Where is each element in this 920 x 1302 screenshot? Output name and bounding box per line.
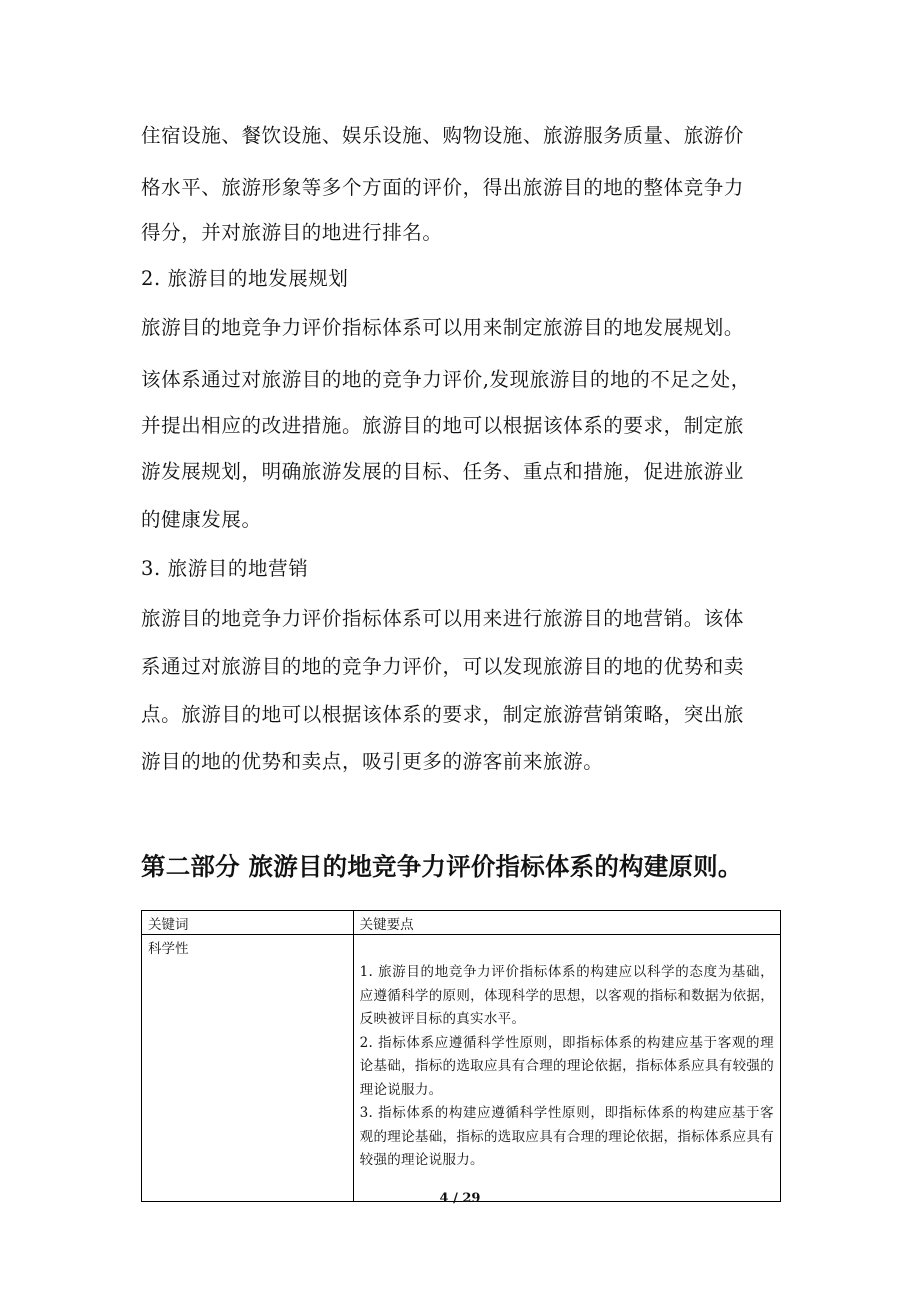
table-header-cell — [142, 911, 354, 935]
header-key-points: 关键要点 — [359, 917, 414, 933]
key-point: 1. 旅游目的地竞争力评价指标体系的构建应以科学的态度为基础，应遵循科学的原则，体现科学的思想，以客观的指标和数据为依据，反映被评目标的真实水平。 — [359, 964, 774, 1027]
table-row — [142, 935, 781, 1202]
body-text-line: 点。旅游目的地可以根据该体系的要求，制定旅游营销策略，突出旅 — [141, 703, 745, 726]
body-text-line: 游发展规划，明确旅游发展的目标、任务、重点和措施，促进旅游业 — [141, 460, 745, 483]
header-keyword: 关键词 — [148, 917, 189, 933]
section-title: 第二部分 旅游目的地竞争力评价指标体系的构建原则。 — [141, 852, 743, 881]
numbered-heading: 3. 旅游目的地营销 — [141, 557, 309, 580]
table-cell-keyword — [142, 935, 354, 1202]
table-cell-points — [353, 935, 780, 1202]
keyword-text: 科学性 — [148, 941, 189, 957]
table-header-cell — [353, 911, 780, 935]
body-text-line: 的健康发展。 — [141, 508, 262, 531]
body-text-line: 并提出相应的改进措施。旅游目的地可以根据该体系的要求，制定旅 — [141, 414, 745, 437]
key-points-list — [354, 935, 780, 1179]
body-text-line: 得分，并对旅游目的地进行排名。 — [141, 221, 443, 244]
numbered-heading: 2. 旅游目的地发展规划 — [141, 267, 349, 290]
body-text-line: 格水平、旅游形象等多个方面的评价，得出旅游目的地的整体竞争力 — [141, 176, 745, 199]
key-point: 2. 指标体系应遵循科学性原则，即指标体系的构建应基于客观的理论基础，指标的选取应具有合理的理论依据，指标体系应具有较强的理论说服力。 — [359, 1034, 774, 1098]
body-text-line: 游目的地的优势和卖点，吸引更多的游客前来旅游。 — [141, 750, 604, 773]
body-text-line: 该体系通过对旅游目的地的竞争力评价,发现旅游目的地的不足之处， — [141, 368, 751, 391]
body-text-line: 系通过对旅游目的地的竞争力评价，可以发现旅游目的地的优势和卖 — [141, 655, 745, 678]
page-number: 4 / 29 — [439, 1191, 481, 1206]
body-text-line: 旅游目的地竞争力评价指标体系可以用来制定旅游目的地发展规划。 — [141, 316, 745, 339]
key-points-table — [141, 910, 781, 1202]
key-point: 3. 指标体系的构建应遵循科学性原则，即指标体系的构建应基于客观的理论基础，指标的选取应具有合理的理论依据，指标体系应具有较强的理论说服力。 — [359, 1105, 774, 1168]
table-header-row — [142, 911, 781, 935]
body-text-line: 住宿设施、餐饮设施、娱乐设施、购物设施、旅游服务质量、旅游价 — [141, 124, 745, 147]
body-text-line: 旅游目的地竞争力评价指标体系可以用来进行旅游目的地营销。该体 — [141, 607, 745, 630]
